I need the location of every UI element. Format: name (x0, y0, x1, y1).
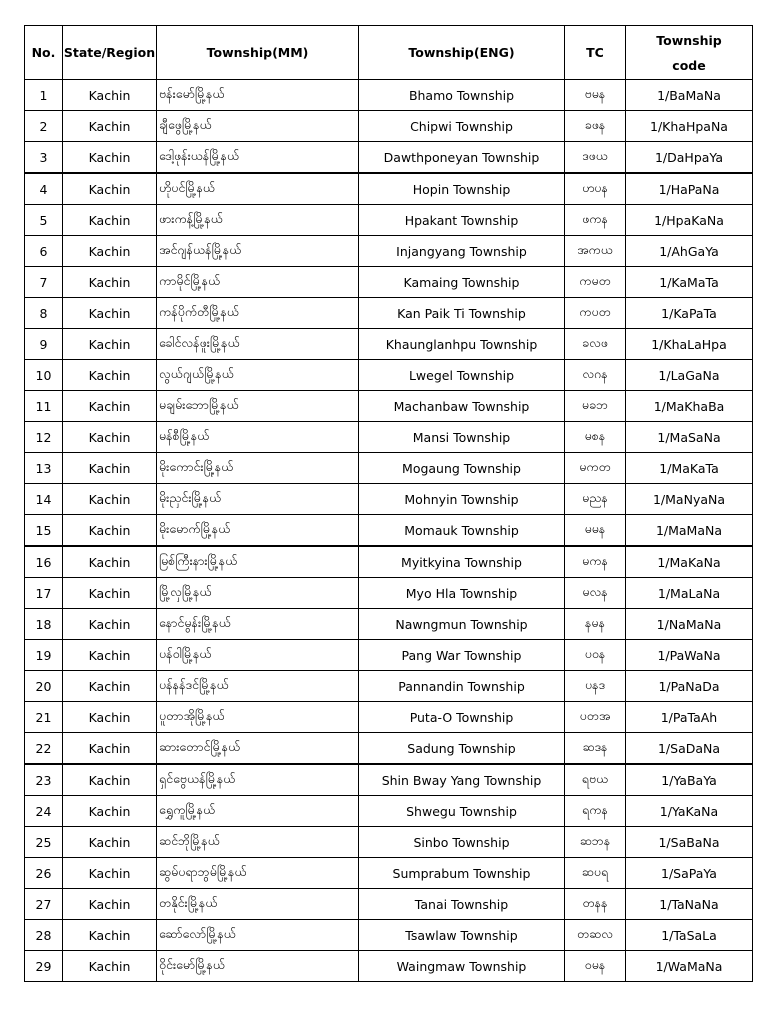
cell-township-mm: ချီဖွေမြို့နယ် (157, 111, 359, 142)
cell-township-mm: ပူတာအိုမြို့နယ် (157, 702, 359, 733)
cell-township-eng: Pannandin Township (359, 671, 565, 702)
cell-township-mm: မချမ်းဘောမြို့နယ် (157, 391, 359, 422)
cell-state: Kachin (63, 111, 157, 142)
cell-no: 5 (25, 205, 63, 236)
cell-township-mm: မြစ်ကြီးနားမြို့နယ် (157, 546, 359, 578)
table-row (25, 422, 753, 453)
cell-township-code: 1/SaPaYa (626, 858, 753, 889)
table-row (25, 671, 753, 702)
cell-state: Kachin (63, 671, 157, 702)
cell-state: Kachin (63, 80, 157, 111)
cell-tc: ဟပန (565, 173, 626, 205)
cell-township-code: 1/HaPaNa (626, 173, 753, 205)
cell-no: 16 (25, 546, 63, 578)
table-row (25, 889, 753, 920)
table-row (25, 609, 753, 640)
cell-township-mm: ဝိုင်းမော်မြို့နယ် (157, 951, 359, 982)
cell-township-eng: Kan Paik Ti Township (359, 298, 565, 329)
cell-township-code: 1/YaKaNa (626, 796, 753, 827)
cell-no: 8 (25, 298, 63, 329)
cell-state: Kachin (63, 267, 157, 298)
table-row (25, 298, 753, 329)
township-table (24, 25, 753, 982)
cell-township-mm: ကန်ပိုက်တီမြို့နယ် (157, 298, 359, 329)
cell-township-mm: ကာမိုင်မြို့နယ် (157, 267, 359, 298)
cell-state: Kachin (63, 640, 157, 671)
cell-township-mm: ဆင်ဘိုမြို့နယ် (157, 827, 359, 858)
table-body (25, 80, 753, 982)
cell-township-mm: တနိုင်းမြို့နယ် (157, 889, 359, 920)
cell-tc: မညန (565, 484, 626, 515)
table-row (25, 329, 753, 360)
table-row (25, 920, 753, 951)
cell-no: 4 (25, 173, 63, 205)
cell-township-eng: Mansi Township (359, 422, 565, 453)
cell-state: Kachin (63, 764, 157, 796)
cell-tc: ဝမန (565, 951, 626, 982)
col-header-state: State/Region (63, 26, 157, 80)
cell-township-eng: Kamaing Township (359, 267, 565, 298)
cell-township-eng: Myitkyina Township (359, 546, 565, 578)
cell-tc: ဒဖယ (565, 142, 626, 174)
table-row (25, 578, 753, 609)
cell-no: 24 (25, 796, 63, 827)
cell-township-mm: မန်စီမြို့နယ် (157, 422, 359, 453)
cell-tc: ဖကန (565, 205, 626, 236)
cell-township-code: 1/PaWaNa (626, 640, 753, 671)
cell-tc: ရကန (565, 796, 626, 827)
cell-township-mm: မြို့လှမြို့နယ် (157, 578, 359, 609)
cell-tc: မကန (565, 546, 626, 578)
cell-no: 2 (25, 111, 63, 142)
table-row (25, 111, 753, 142)
table-row (25, 453, 753, 484)
cell-township-code: 1/PaNaDa (626, 671, 753, 702)
cell-tc: လဂန (565, 360, 626, 391)
cell-state: Kachin (63, 329, 157, 360)
cell-township-mm: နောင်မွန်းမြို့နယ် (157, 609, 359, 640)
table-row (25, 764, 753, 796)
cell-no: 12 (25, 422, 63, 453)
cell-no: 27 (25, 889, 63, 920)
table-row (25, 80, 753, 111)
cell-township-mm: ဆားတောင်မြို့နယ် (157, 733, 359, 765)
cell-township-mm: လွယ်ဂျယ်မြို့နယ် (157, 360, 359, 391)
table-row (25, 391, 753, 422)
table-row (25, 205, 753, 236)
cell-no: 20 (25, 671, 63, 702)
cell-state: Kachin (63, 920, 157, 951)
col-header-code-line2: code (672, 57, 706, 73)
cell-no: 14 (25, 484, 63, 515)
cell-state: Kachin (63, 360, 157, 391)
cell-no: 13 (25, 453, 63, 484)
cell-township-eng: Momauk Township (359, 515, 565, 547)
cell-no: 23 (25, 764, 63, 796)
cell-tc: တနန (565, 889, 626, 920)
cell-township-eng: Hopin Township (359, 173, 565, 205)
cell-state: Kachin (63, 546, 157, 578)
cell-township-eng: Sumprabum Township (359, 858, 565, 889)
table-row (25, 796, 753, 827)
cell-no: 25 (25, 827, 63, 858)
cell-township-code: 1/TaNaNa (626, 889, 753, 920)
cell-township-code: 1/KhaHpaNa (626, 111, 753, 142)
cell-tc: ဗမန (565, 80, 626, 111)
cell-no: 26 (25, 858, 63, 889)
cell-state: Kachin (63, 236, 157, 267)
cell-tc: မကတ (565, 453, 626, 484)
cell-no: 28 (25, 920, 63, 951)
cell-tc: ပတအ (565, 702, 626, 733)
table-row (25, 827, 753, 858)
col-header-township-mm: Township(MM) (157, 26, 359, 80)
cell-township-eng: Shin Bway Yang Township (359, 764, 565, 796)
cell-no: 6 (25, 236, 63, 267)
cell-township-eng: Waingmaw Township (359, 951, 565, 982)
cell-township-mm: ဟိုပင်မြို့နယ် (157, 173, 359, 205)
cell-no: 9 (25, 329, 63, 360)
cell-township-eng: Bhamo Township (359, 80, 565, 111)
cell-township-eng: Dawthponeyan Township (359, 142, 565, 174)
cell-township-code: 1/MaNyaNa (626, 484, 753, 515)
cell-no: 29 (25, 951, 63, 982)
cell-no: 22 (25, 733, 63, 765)
cell-state: Kachin (63, 391, 157, 422)
cell-state: Kachin (63, 858, 157, 889)
cell-tc: ခဖန (565, 111, 626, 142)
cell-township-eng: Tsawlaw Township (359, 920, 565, 951)
cell-tc: အကယ (565, 236, 626, 267)
cell-tc: ပနဒ (565, 671, 626, 702)
header-row (25, 26, 753, 80)
cell-township-mm: မိုးကောင်းမြို့နယ် (157, 453, 359, 484)
cell-township-code: 1/KaPaTa (626, 298, 753, 329)
cell-tc: ခလဖ (565, 329, 626, 360)
cell-township-mm: မိုးညှင်းမြို့နယ် (157, 484, 359, 515)
cell-township-code: 1/MaMaNa (626, 515, 753, 547)
cell-no: 3 (25, 142, 63, 174)
cell-tc: မခဘ (565, 391, 626, 422)
cell-no: 17 (25, 578, 63, 609)
cell-state: Kachin (63, 298, 157, 329)
cell-township-code: 1/BaMaNa (626, 80, 753, 111)
cell-tc: ရဗယ (565, 764, 626, 796)
cell-no: 11 (25, 391, 63, 422)
cell-township-mm: အင်ဂျန်ယန်မြို့နယ် (157, 236, 359, 267)
cell-township-eng: Mogaung Township (359, 453, 565, 484)
cell-township-code: 1/MaSaNa (626, 422, 753, 453)
table-row (25, 142, 753, 174)
cell-township-code: 1/LaGaNa (626, 360, 753, 391)
cell-township-eng: Injangyang Township (359, 236, 565, 267)
cell-state: Kachin (63, 609, 157, 640)
cell-township-code: 1/PaTaAh (626, 702, 753, 733)
cell-township-eng: Puta-O Township (359, 702, 565, 733)
table-row (25, 858, 753, 889)
cell-township-mm: ခေါင်လန်ဖူးမြို့နယ် (157, 329, 359, 360)
cell-township-code: 1/SaDaNa (626, 733, 753, 765)
cell-tc: ပဝန (565, 640, 626, 671)
cell-township-mm: ဆော်လော်မြို့နယ် (157, 920, 359, 951)
cell-tc: ဆဒန (565, 733, 626, 765)
table-row (25, 951, 753, 982)
cell-state: Kachin (63, 422, 157, 453)
cell-township-eng: Chipwi Township (359, 111, 565, 142)
table-row (25, 640, 753, 671)
cell-township-eng: Tanai Township (359, 889, 565, 920)
table-row (25, 484, 753, 515)
cell-township-code: 1/AhGaYa (626, 236, 753, 267)
cell-no: 21 (25, 702, 63, 733)
cell-tc: တဆလ (565, 920, 626, 951)
cell-township-eng: Shwegu Township (359, 796, 565, 827)
cell-state: Kachin (63, 702, 157, 733)
cell-state: Kachin (63, 142, 157, 174)
cell-state: Kachin (63, 951, 157, 982)
cell-state: Kachin (63, 173, 157, 205)
cell-tc: နမန (565, 609, 626, 640)
cell-township-code: 1/SaBaNa (626, 827, 753, 858)
cell-no: 18 (25, 609, 63, 640)
cell-township-mm: ပန်နန်ဒင်မြို့နယ် (157, 671, 359, 702)
cell-tc: ကမတ (565, 267, 626, 298)
cell-township-mm: မိုးမောက်မြို့နယ် (157, 515, 359, 547)
cell-township-eng: Hpakant Township (359, 205, 565, 236)
cell-no: 15 (25, 515, 63, 547)
table-row (25, 733, 753, 765)
cell-township-eng: Myo Hla Township (359, 578, 565, 609)
cell-township-mm: ပန်ဝါမြို့နယ် (157, 640, 359, 671)
cell-township-code: 1/MaKaNa (626, 546, 753, 578)
cell-township-mm: ဖားကန့်မြို့နယ် (157, 205, 359, 236)
cell-no: 1 (25, 80, 63, 111)
cell-tc: ဆပရ (565, 858, 626, 889)
cell-township-eng: Lwegel Township (359, 360, 565, 391)
cell-township-mm: ဗန်းမော်မြို့နယ် (157, 80, 359, 111)
table-row (25, 173, 753, 205)
cell-township-code: 1/NaMaNa (626, 609, 753, 640)
cell-township-eng: Nawngmun Township (359, 609, 565, 640)
cell-tc: မစန (565, 422, 626, 453)
cell-township-eng: Sinbo Township (359, 827, 565, 858)
cell-township-mm: ဆွမ်ပရာဘွမ်မြို့နယ် (157, 858, 359, 889)
col-header-no: No. (25, 26, 63, 80)
cell-tc: မလန (565, 578, 626, 609)
table-row (25, 360, 753, 391)
table-row (25, 515, 753, 547)
cell-tc: ဆဘန (565, 827, 626, 858)
cell-state: Kachin (63, 796, 157, 827)
cell-state: Kachin (63, 733, 157, 765)
cell-state: Kachin (63, 205, 157, 236)
table-row (25, 702, 753, 733)
cell-state: Kachin (63, 889, 157, 920)
cell-township-code: 1/MaKhaBa (626, 391, 753, 422)
cell-state: Kachin (63, 578, 157, 609)
cell-township-eng: Pang War Township (359, 640, 565, 671)
cell-township-code: 1/KhaLaHpa (626, 329, 753, 360)
cell-tc: ကပတ (565, 298, 626, 329)
cell-township-eng: Mohnyin Township (359, 484, 565, 515)
cell-state: Kachin (63, 515, 157, 547)
cell-township-code: 1/HpaKaNa (626, 205, 753, 236)
cell-township-eng: Khaunglanhpu Township (359, 329, 565, 360)
cell-township-code: 1/TaSaLa (626, 920, 753, 951)
table-row (25, 546, 753, 578)
col-header-code-line1: Township (656, 32, 722, 48)
cell-township-code: 1/DaHpaYa (626, 142, 753, 174)
cell-township-code: 1/MaLaNa (626, 578, 753, 609)
cell-state: Kachin (63, 453, 157, 484)
col-header-township-code (626, 26, 753, 80)
col-header-tc: TC (565, 26, 626, 80)
cell-no: 7 (25, 267, 63, 298)
cell-township-mm: ရှင်ဗွေယန်မြို့နယ် (157, 764, 359, 796)
cell-township-code: 1/MaKaTa (626, 453, 753, 484)
cell-township-mm: ရွှေကူမြို့နယ် (157, 796, 359, 827)
col-header-township-eng: Township(ENG) (359, 26, 565, 80)
cell-township-code: 1/KaMaTa (626, 267, 753, 298)
cell-township-eng: Sadung Township (359, 733, 565, 765)
cell-township-code: 1/YaBaYa (626, 764, 753, 796)
cell-no: 19 (25, 640, 63, 671)
cell-tc: မမန (565, 515, 626, 547)
cell-state: Kachin (63, 484, 157, 515)
table-row (25, 267, 753, 298)
cell-township-mm: ဒေါ့ဖုန်းယန်မြို့နယ် (157, 142, 359, 174)
cell-no: 10 (25, 360, 63, 391)
cell-township-code: 1/WaMaNa (626, 951, 753, 982)
table-row (25, 236, 753, 267)
cell-state: Kachin (63, 827, 157, 858)
cell-township-eng: Machanbaw Township (359, 391, 565, 422)
